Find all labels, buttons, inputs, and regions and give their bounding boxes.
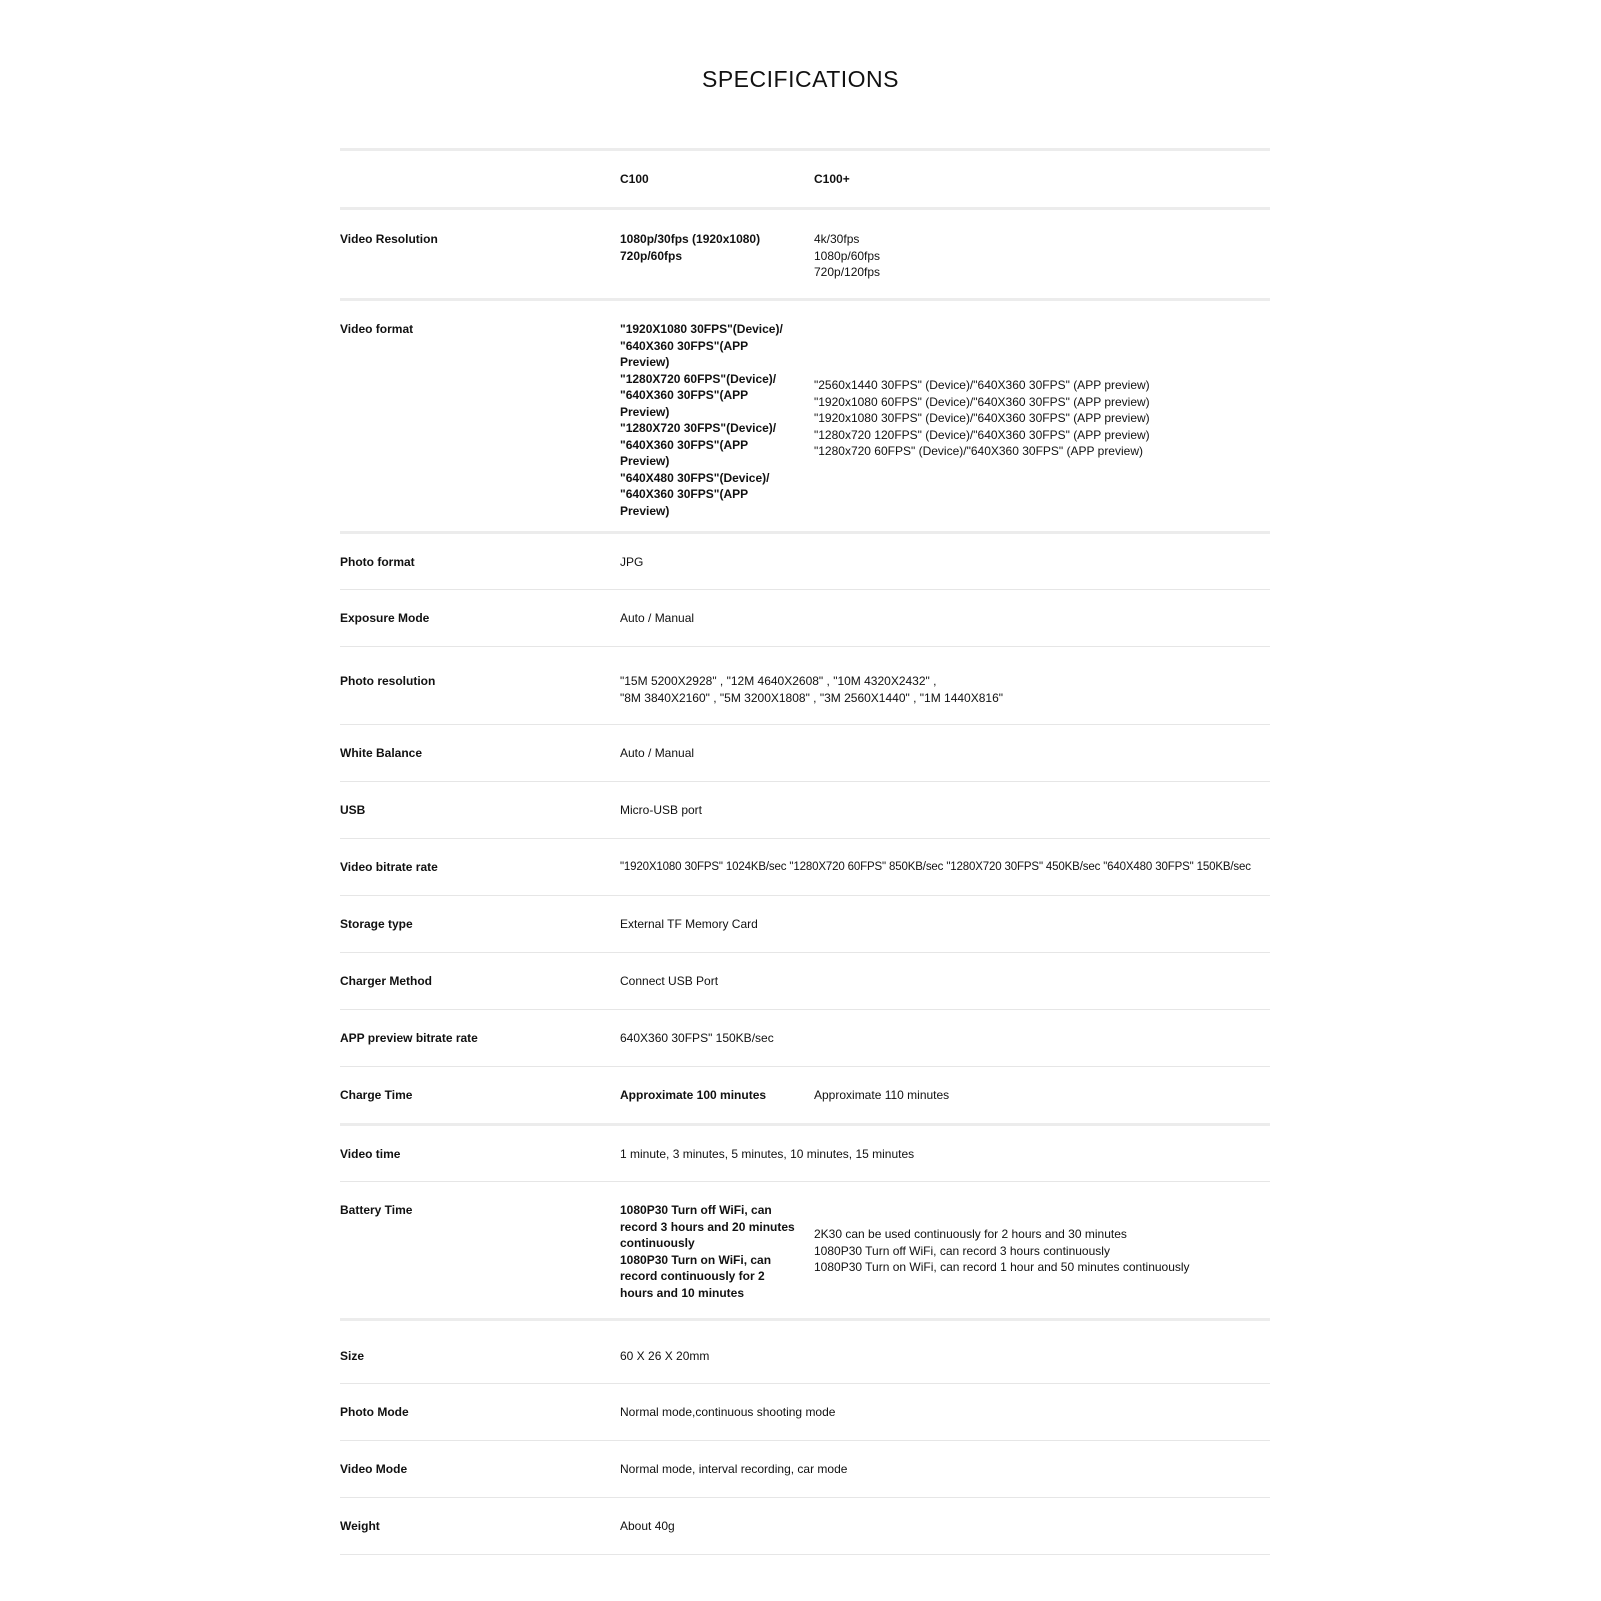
spec-value: About 40g	[620, 1519, 675, 1533]
spec-row-video-bitrate	[340, 838, 1270, 895]
spec-value: 60 X 26 X 20mm	[620, 1349, 710, 1363]
spec-value-c100plus: Approximate 110 minutes	[814, 1088, 950, 1102]
spec-row-video-time	[340, 1123, 1270, 1181]
spec-label: Photo format	[340, 555, 415, 569]
spec-label: USB	[340, 803, 366, 817]
spec-value: External TF Memory Card	[620, 917, 758, 931]
spec-label: Size	[340, 1349, 365, 1363]
spec-label: White Balance	[340, 746, 423, 760]
spec-row-size	[340, 1318, 1270, 1383]
spec-row-charger-method	[340, 952, 1270, 1009]
column-header-c100plus: C100+	[814, 172, 850, 186]
spec-row-charge-time	[340, 1066, 1270, 1123]
column-header-c100: C100	[620, 172, 649, 186]
spec-row-video-resolution	[340, 207, 1270, 298]
spec-row-video-format	[340, 298, 1270, 531]
spec-value: Auto / Manual	[620, 611, 695, 625]
spec-value: Normal mode,continuous shooting mode	[620, 1405, 836, 1419]
spec-value: Normal mode, interval recording, car mode	[620, 1462, 848, 1476]
spec-label: Battery Time	[340, 1203, 413, 1217]
spec-value: Connect USB Port	[620, 974, 719, 988]
spec-value: 1 minute, 3 minutes, 5 minutes, 10 minutes, 15 minutes	[620, 1147, 915, 1161]
spec-label: Charge Time	[340, 1088, 413, 1102]
spec-label: Video Mode	[340, 1462, 408, 1476]
spec-value: JPG	[620, 555, 644, 569]
spec-label: Storage type	[340, 917, 413, 931]
spec-value-c100: "1920X1080 30FPS"(Device)/ "640X360 30FPS"(APP Preview) "1280X720 60FPS"(Device)/ "640X360 30FPS"(APP Preview) "1280X720 30FPS"(Device)/ "640X360 30FPS"(APP Preview) "640X480 30FPS"(Device)/ "640X360 30FPS"(APP Preview)	[620, 322, 783, 518]
spec-value: "1920X1080 30FPS" 1024KB/sec "1280X720 60FPS" 850KB/sec "1280X720 30FPS" 450KB/sec "640X480 30FPS" 150KB/sec	[620, 861, 1251, 873]
spec-row-storage-type	[340, 895, 1270, 952]
spec-value-c100: 1080p/30fps (1920x1080) 720p/60fps	[620, 232, 761, 263]
spec-row-exposure-mode	[340, 589, 1270, 646]
spec-row-photo-resolution	[340, 646, 1270, 724]
spec-label: Video Resolution	[340, 232, 438, 246]
table-header-row	[340, 148, 1270, 207]
spec-row-weight	[340, 1497, 1270, 1555]
spec-value-c100plus: 4k/30fps 1080p/60fps 720p/120fps	[814, 232, 881, 279]
spec-value: "15M 5200X2928" , "12M 4640X2608" , "10M 4320X2432" , "8M 3840X2160" , "5M 3200X1808" , "3M 2560X1440" , "1M 1440X816"	[620, 674, 1004, 705]
spec-value-c100: 1080P30 Turn off WiFi, can record 3 hours and 20 minutes continuously 1080P30 Turn on WiFi, can record continuously for 2 hours and 10 minutes	[620, 1203, 795, 1300]
spec-row-photo-format	[340, 531, 1270, 589]
spec-value: Auto / Manual	[620, 746, 695, 760]
spec-value-c100plus: 2K30 can be used continuously for 2 hours and 30 minutes 1080P30 Turn off WiFi, can record 3 hours continuously 1080P30 Turn on WiFi, can record 1 hour and 50 minutes continuously	[814, 1227, 1190, 1274]
spec-row-photo-mode	[340, 1383, 1270, 1440]
spec-value-c100plus: "2560x1440 30FPS" (Device)/"640X360 30FPS" (APP preview) "1920x1080 60FPS" (Device)/"640X360 30FPS" (APP preview) "1920x1080 30FPS" (Device)/"640X360 30FPS" (APP preview) "1280x720 120FPS" (Device)/"640X360 30FPS" (APP preview) "1280x720 60FPS" (Device)/"640X360 30FPS" (APP preview)	[814, 378, 1150, 458]
spec-row-white-balance	[340, 724, 1270, 781]
spec-value-c100: Approximate 100 minutes	[620, 1088, 767, 1102]
spec-label: Photo Mode	[340, 1405, 409, 1419]
page-title: SPECIFICATIONS	[702, 66, 899, 92]
spec-row-app-preview-bitrate	[340, 1009, 1270, 1066]
spec-label: Video format	[340, 322, 414, 336]
spec-label: Video time	[340, 1147, 401, 1161]
spec-row-video-mode	[340, 1440, 1270, 1497]
spec-label: Exposure Mode	[340, 611, 430, 625]
spec-table	[340, 148, 1270, 1555]
spec-label: Weight	[340, 1519, 380, 1533]
spec-label: Video bitrate rate	[340, 860, 438, 874]
spec-value: 640X360 30FPS" 150KB/sec	[620, 1031, 774, 1045]
spec-label: Charger Method	[340, 974, 433, 988]
spec-label: APP preview bitrate rate	[340, 1031, 478, 1045]
spec-label: Photo resolution	[340, 674, 436, 688]
spec-row-battery-time	[340, 1181, 1270, 1318]
spec-row-usb	[340, 781, 1270, 838]
spec-value: Micro-USB port	[620, 803, 703, 817]
